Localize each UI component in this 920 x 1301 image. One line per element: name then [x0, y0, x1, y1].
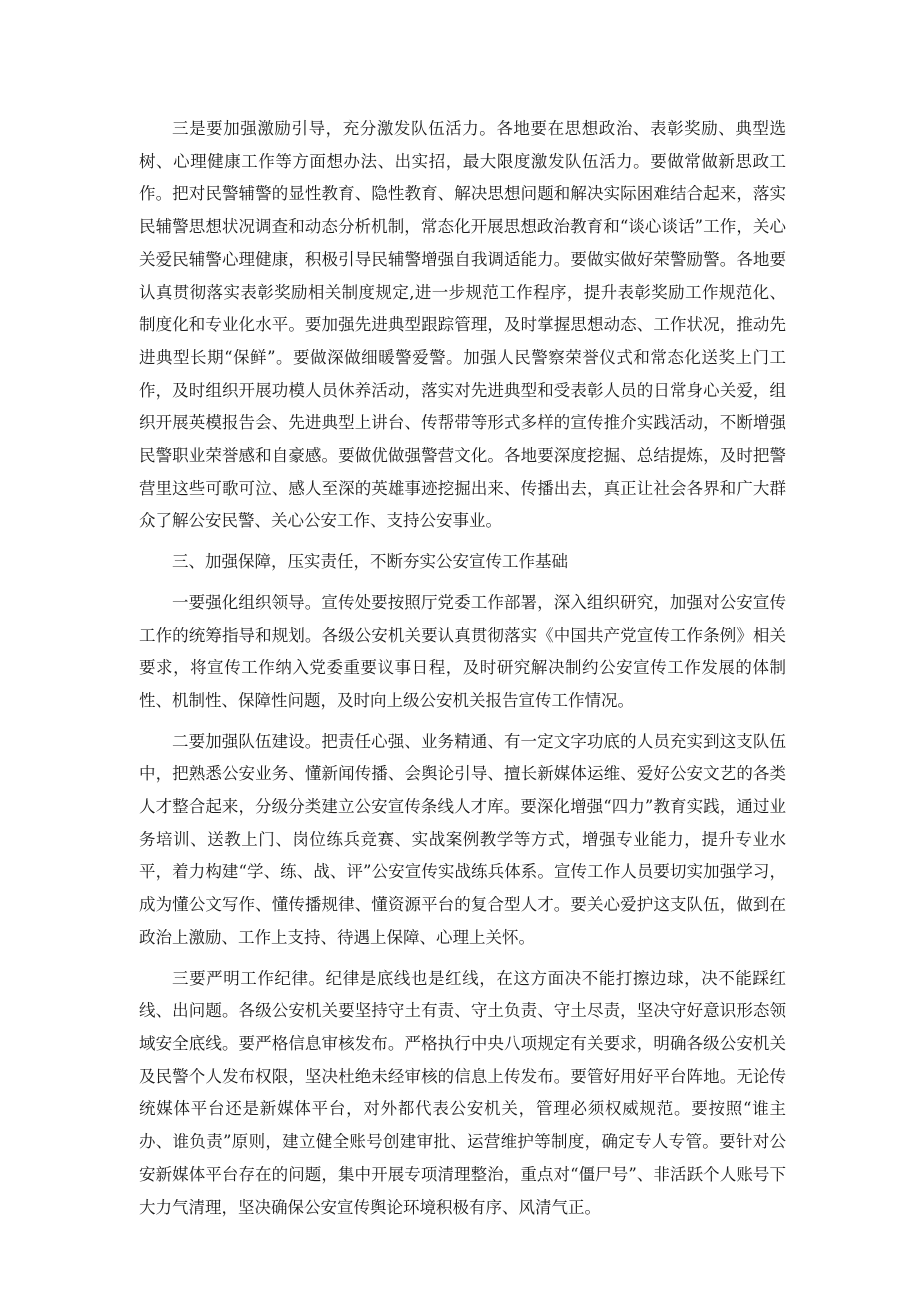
paragraph-organizational-leadership: 一要强化组织领导。宣传处要按照厅党委工作部署，深入组织研究，加强对公安宣传工作的统筹指导和规划。各级公安机关要认真贯彻落实《中国共产党宣传工作条例》相关要求，将宣传工作纳入党委重要议事日程，及时研究解决制约公安宣传工作发展的体制性、机制性、保障性问题，及时向上级公安机关报告宣传工作情况。: [139, 592, 786, 710]
section-heading-guarantee: 三、加强保障，压实责任，不断夯实公安宣传工作基础: [172, 552, 568, 572]
paragraph-work-discipline: 三要严明工作纪律。纪律是底线也是红线，在这方面决不能打擦边球，决不能踩红线、出问题。各级公安机关要坚持守土有责、守土负责、守土尽责，坚决守好意识形态领域安全底线。要严格信息审核发布。严格执行中央八项规定有关要求，明确各级公安机关及民警个人发布权限，坚决杜绝未经审核的信息上传发布。要管好用好平台阵地。无论传统媒体平台还是新媒体平台，对外都代表公安机关，管理必须权威规范。要按照“谁主办、谁负责”原则，建立健全账号创建审批、运营维护等制度，确定专人专管。要针对公安新媒体平台存在的问题，集中开展专项清理整治，重点对“僵尸号”、非活跃个人账号下大力气清理，坚决确保公安宣传舆论环境积极有序、风清气正。: [139, 968, 786, 1217]
paragraph-incentive-guidance: 三是要加强激励引导，充分激发队伍活力。各地要在思想政治、表彰奖励、典型选树、心理健康工作等方面想办法、出实招，最大限度激发队伍活力。要做常做新思政工作。把对民警辅警的显性教育、隐性教育、解决思想问题和解决实际困难结合起来，落实民辅警思想状况调查和动态分析机制，常态化开展思想政治教育和“谈心谈话”工作，关心关爱民辅警心理健康，积极引导民辅警增强自我调适能力。要做实做好荣警励警。各地要认真贯彻落实表彰奖励相关制度规定,进一步规范工作程序，提升表彰奖励工作规范化、制度化和专业化水平。要加强先进典型跟踪管理，及时掌握思想动态、工作状况，推动先进典型长期“保鲜”。要做深做细暖警爱警。加强人民警察荣誉仪式和常态化送奖上门工作，及时组织开展功模人员休养活动，落实对先进典型和受表彰人员的日常身心关爱，组织开展英模报告会、先进典型上讲台、传帮带等形式多样的宣传推介实践活动，不断增强民警职业荣誉感和自豪感。要做优做强警营文化。各地要深度挖掘、总结提炼，及时把警营里这些可歌可泣、感人至深的英雄事迹挖掘出来、传播出去，真正让社会各界和广大群众了解公安民警、关心公安工作、支持公安事业。: [139, 119, 786, 531]
document-body: [139, 113, 786, 1224]
paragraph-team-building: 二要加强队伍建设。把责任心强、业务精通、有一定文字功底的人员充实到这支队伍中，把熟悉公安业务、懂新闻传播、会舆论引导、擅长新媒体运维、爱好公安文艺的各类人才整合起来，分级分类建立公安宣传条线人才库。要深化增强“四力”教育实践，通过业务培训、送教上门、岗位练兵竞赛、实战案例教学等方式，增强专业能力，提升专业水平，着力构建“学、练、战、评”公安宣传实战练兵体系。宣传工作人员要切实加强学习，成为懂公文写作、懂传播规律、懂资源平台的复合型人才。要关心爱护这支队伍，做到在政治上激励、工作上支持、待遇上保障、心理上关怀。: [139, 731, 786, 947]
